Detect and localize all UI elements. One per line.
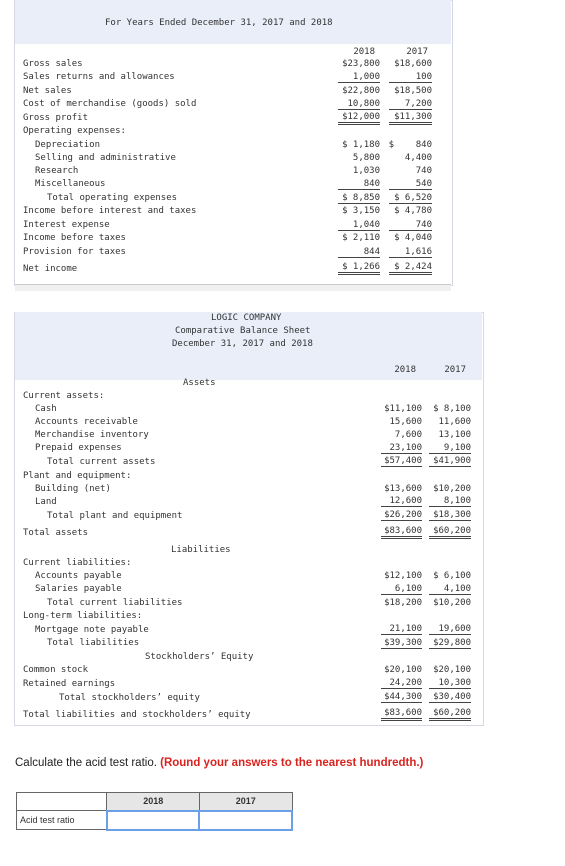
balance-row-2017: $10,200: [433, 598, 471, 608]
balance-row-label: Total current assets: [47, 457, 156, 467]
balance-row-2017: 10,300: [429, 678, 471, 689]
income-row-label: Net sales: [23, 86, 72, 96]
income-row-2017: 100: [389, 72, 432, 83]
balance-row-2017: $30,400: [429, 692, 471, 703]
balance-row-label: Retained earnings: [23, 679, 116, 689]
income-row-2017: 740: [389, 220, 432, 231]
income-row-2018: $23,800: [342, 59, 380, 69]
answer-header-2018: 2018: [107, 793, 200, 811]
balance-row-label: Accounts receivable: [35, 417, 138, 427]
answer-row-label: Acid test ratio: [17, 811, 107, 830]
income-row-2017: $ 4,040: [394, 233, 432, 243]
income-row-2018: 1,030: [352, 166, 380, 176]
balance-date: December 31, 2017 and 2018: [172, 339, 313, 349]
acid-test-2017-input[interactable]: [199, 811, 292, 830]
income-row-2018: 5,800: [352, 153, 380, 163]
balance-row-2018: $44,300: [381, 692, 422, 703]
income-row-2018: $ 1,266: [338, 262, 380, 275]
balance-row-2018: $13,600: [384, 484, 422, 494]
balance-row-label: Plant and equipment:: [23, 471, 132, 481]
income-row-2017: 4,400: [404, 153, 432, 163]
income-row-2017: $ 840: [388, 140, 432, 150]
answer-corner: [17, 793, 107, 811]
balance-row-2017: $29,800: [429, 638, 471, 649]
balance-row-2017: 4,100: [429, 584, 471, 595]
income-row-2018: 840: [338, 179, 380, 190]
balance-row-2018: $20,100: [384, 665, 422, 675]
income-row-2017: 740: [415, 166, 432, 176]
balance-row-2018: 12,600: [381, 496, 422, 507]
balance-row-label: Total assets: [23, 528, 89, 538]
income-col-2018: 2018: [353, 47, 375, 57]
income-row-label: Income before interest and taxes: [23, 206, 197, 216]
balance-row-label: Current liabilities:: [23, 558, 132, 568]
income-row-2017: $ 2,424: [389, 262, 432, 275]
income-row-2018: $12,000: [338, 112, 380, 125]
balance-row-2017: 13,100: [438, 430, 471, 440]
balance-row-2018: $83,600: [381, 708, 422, 721]
answer-header-2017: 2017: [199, 793, 292, 811]
balance-row-2017: 8,100: [429, 496, 471, 507]
balance-row-2018: 23,100: [381, 443, 422, 454]
balance-col-2018: 2018: [394, 365, 416, 375]
income-row-label: Research: [35, 166, 79, 176]
balance-row-2018: 7,600: [394, 430, 422, 440]
income-row-2018: 10,800: [338, 99, 380, 110]
income-row-label: Gross profit: [23, 113, 89, 123]
income-row-2018: $ 3,150: [342, 206, 380, 216]
balance-row-2018: $57,400: [381, 456, 422, 467]
question-rounding-note: (Round your answers to the nearest hundredth.): [160, 757, 424, 769]
balance-row-2017: 19,600: [429, 624, 471, 635]
balance-row-2017: $41,900: [429, 456, 471, 467]
income-row-2017: 1,616: [389, 247, 432, 258]
liabilities-header: Liabilities: [171, 545, 231, 555]
income-row-label: Cost of merchandise (goods) sold: [23, 99, 197, 109]
balance-row-2018: $83,600: [381, 526, 422, 539]
income-row-label: Sales returns and allowances: [23, 72, 175, 82]
balance-row-label: Accounts payable: [35, 571, 122, 581]
income-row-2018: $ 1,180: [342, 140, 380, 150]
income-row-label: Gross sales: [23, 59, 83, 69]
income-row-2018: $ 2,110: [342, 233, 380, 243]
income-row-label: Provision for taxes: [23, 247, 126, 257]
balance-row-2017: $20,100: [433, 665, 471, 675]
balance-row-2018: $11,100: [384, 404, 422, 414]
balance-row-2017: 9,100: [429, 443, 471, 454]
balance-row-label: Common stock: [23, 665, 89, 675]
balance-row-label: Land: [35, 497, 57, 507]
balance-title: Comparative Balance Sheet: [175, 326, 311, 336]
income-row-label: Total operating expenses: [47, 193, 178, 203]
balance-row-2018: $26,200: [381, 510, 422, 521]
income-row-label: Income before taxes: [23, 233, 126, 243]
income-row-2017: 540: [389, 179, 432, 190]
balance-row-2018: 15,600: [389, 417, 422, 427]
balance-row-label: Total plant and equipment: [47, 511, 183, 521]
balance-row-2017: $60,200: [429, 708, 471, 721]
balance-row-2017: $ 6,100: [433, 571, 471, 581]
balance-row-label: Total liabilities: [47, 638, 140, 648]
income-row-label: Selling and administrative: [35, 153, 176, 163]
income-row-2017: $ 6,520: [389, 193, 432, 204]
balance-company-name: LOGIC COMPANY: [211, 313, 282, 323]
balance-row-2018: 6,100: [381, 584, 422, 595]
assets-header: Assets: [183, 378, 216, 388]
income-col-2017: 2017: [406, 47, 428, 57]
income-row-2017: $11,300: [389, 112, 432, 125]
question-prompt: Calculate the acid test ratio.: [15, 757, 157, 769]
balance-row-label: Mortgage note payable: [35, 625, 149, 635]
answer-table: [16, 792, 293, 831]
income-row-2017: $ 4,780: [394, 206, 432, 216]
equity-header: Stockholders’ Equity: [145, 652, 254, 662]
income-row-2018: $ 8,850: [338, 193, 380, 204]
balance-row-2017: $10,200: [433, 484, 471, 494]
income-row-2018: 1,000: [338, 72, 380, 83]
balance-row-label: Building (net): [35, 484, 111, 494]
balance-row-label: Current assets:: [23, 391, 105, 401]
balance-col-2017: 2017: [444, 365, 466, 375]
balance-row-label: Salaries payable: [35, 584, 122, 594]
acid-test-2018-input[interactable]: [107, 811, 200, 830]
balance-row-2017: $60,200: [429, 526, 471, 539]
balance-row-2017: $ 8,100: [433, 404, 471, 414]
balance-row-label: Cash: [35, 404, 57, 414]
income-row-2018: 1,040: [338, 220, 380, 231]
balance-row-label: Total current liabilities: [47, 598, 183, 608]
balance-row-label: Merchandise inventory: [35, 430, 149, 440]
balance-row-2018: 24,200: [381, 678, 422, 689]
income-row-2018: 844: [338, 247, 380, 258]
question-text: [15, 757, 423, 769]
income-row-2017: 7,200: [389, 99, 432, 110]
balance-row-2018: $39,300: [381, 638, 422, 649]
income-row-label: Depreciation: [35, 140, 101, 150]
balance-row-2018: $18,200: [384, 598, 422, 608]
balance-row-2018: 21,100: [381, 624, 422, 635]
income-row-2017: $18,600: [394, 59, 432, 69]
income-row-label: Miscellaneous: [35, 179, 106, 189]
income-row-label: Operating expenses:: [23, 126, 126, 136]
balance-row-2018: $12,100: [384, 571, 422, 581]
balance-row-label: Total stockholders’ equity: [59, 693, 200, 703]
balance-row-label: Total liabilities and stockholders’ equity: [23, 710, 251, 720]
balance-row-2017: 11,600: [438, 417, 471, 427]
balance-row-label: Long-term liabilities:: [23, 611, 143, 621]
income-row-2018: $22,800: [342, 86, 380, 96]
income-horizontal-scrollbar[interactable]: [15, 284, 451, 291]
income-period-title: For Years Ended December 31, 2017 and 2018: [105, 18, 333, 28]
income-row-2017: $18,500: [394, 86, 432, 96]
income-row-label: Interest expense: [23, 220, 110, 230]
balance-row-2017: $18,300: [429, 510, 471, 521]
income-row-label: Net income: [23, 264, 78, 274]
balance-row-label: Prepaid expenses: [35, 443, 122, 453]
